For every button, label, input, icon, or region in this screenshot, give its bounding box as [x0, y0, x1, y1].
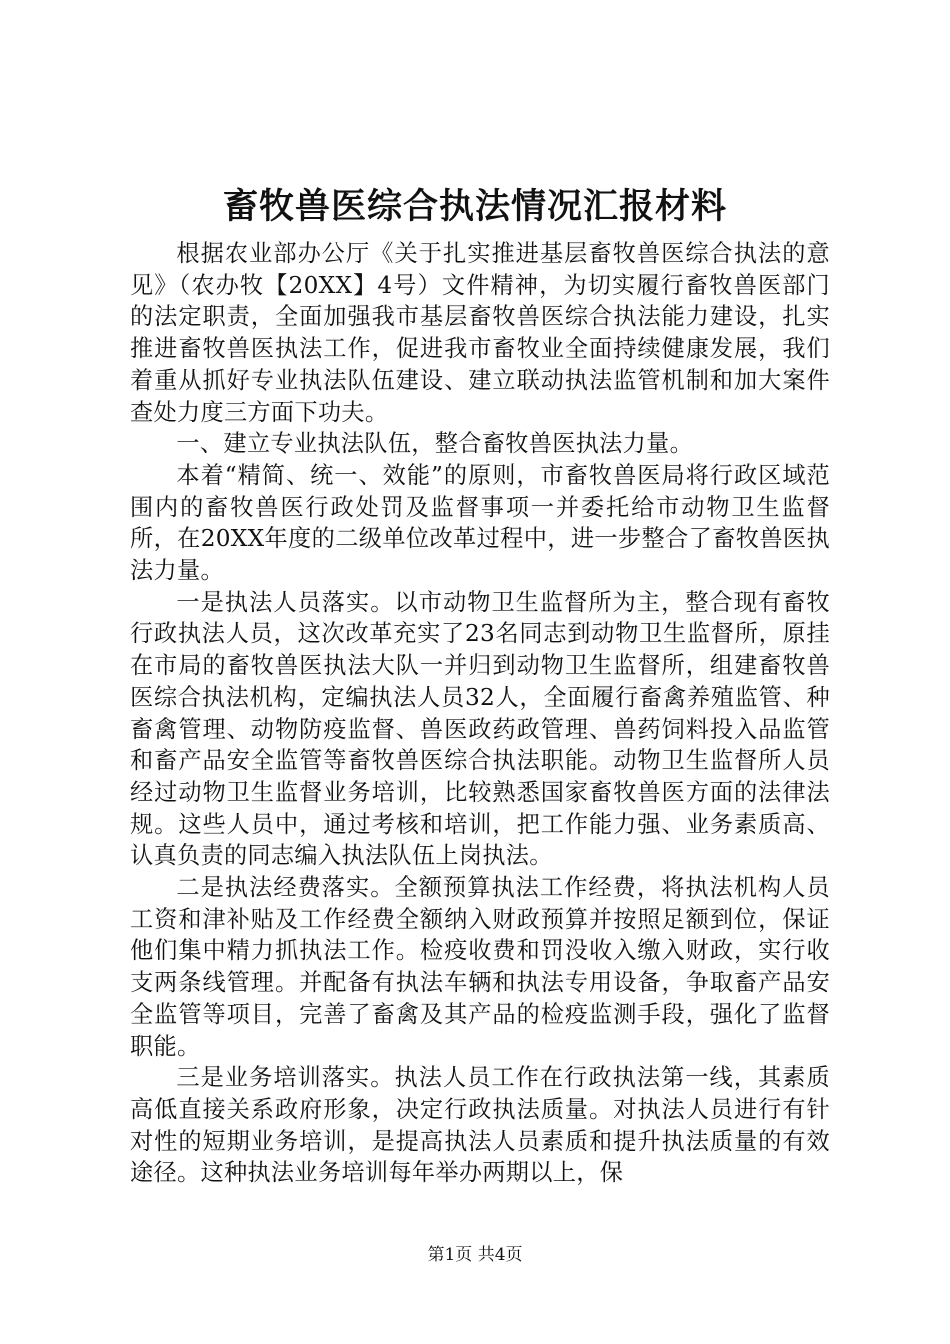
paragraph-intro: 根据农业部办公厅《关于扎实推进基层畜牧兽医综合执法的意见》（农办牧【20XX】4号）文件精神，为切实履行畜牧兽医部门的法定职责，全面加强我市基层畜牧兽医综合执法能力建设，扎实推进畜牧兽医执法工作，促进我市畜牧业全面持续健康发展，我们着重从抓好专业执法队伍建设、建立联动执法监管机制和加大案件查处力度三方面下功夫。: [130, 240, 830, 426]
document-title: 畜牧兽医综合执法情况汇报材料: [222, 186, 727, 227]
document-body: [130, 238, 830, 1189]
paragraph-funding: 二是执法经费落实。全额预算执法工作经费，将执法机构人员工资和津补贴及工作经费全额纳入财政预算并按照足额到位，保证他们集中精力抓执法工作。检疫收费和罚没收入缴入财政，实行收支两条线管理。并配备有执法车辆和执法专用设备，争取畜产品安全监管等项目，完善了畜禽及其产品的检疫监测手段，强化了监督职能。: [130, 874, 830, 1060]
paragraph-principle: 本着“精简、统一、效能”的原则，市畜牧兽医局将行政区域范围内的畜牧兽医行政处罚及监督事项一并委托给市动物卫生监督所，在20XX年度的二级单位改革过程中，进一步整合了畜牧兽医执法力量。: [130, 461, 830, 585]
section-heading-1: 一、建立专业执法队伍，整合畜牧兽医执法力量。: [176, 430, 694, 458]
paragraph-training: 三是业务培训落实。执法人员工作在行政执法第一线，其素质高低直接关系政府形象，决定行政执法质量。对执法人员进行有针对性的短期业务培训，是提高执法人员素质和提升执法质量的有效途径。这种执法业务培训每年举办两期以上，保: [130, 1064, 830, 1187]
page-number-footer: 第1页 共4页: [427, 1245, 523, 1265]
paragraph-personnel: 一是执法人员落实。以市动物卫生监督所为主，整合现有畜牧行政执法人员，这次改革充实了23名同志到动物卫生监督所，原挂在市局的畜牧兽医执法大队一并归到动物卫生监督所，组建畜牧兽医综合执法机构，定编执法人员32人，全面履行畜禽养殖监管、种畜禽管理、动物防疫监督、兽医政药政管理、兽药饲料投入品监管和畜产品安全监管等畜牧兽医综合执法职能。动物卫生监督所人员经过动物卫生监督业务培训，比较熟悉国家畜牧兽医方面的法律法规。这些人员中，通过考核和培训，把工作能力强、业务素质高、认真负责的同志编入执法队伍上岗执法。: [130, 588, 830, 870]
